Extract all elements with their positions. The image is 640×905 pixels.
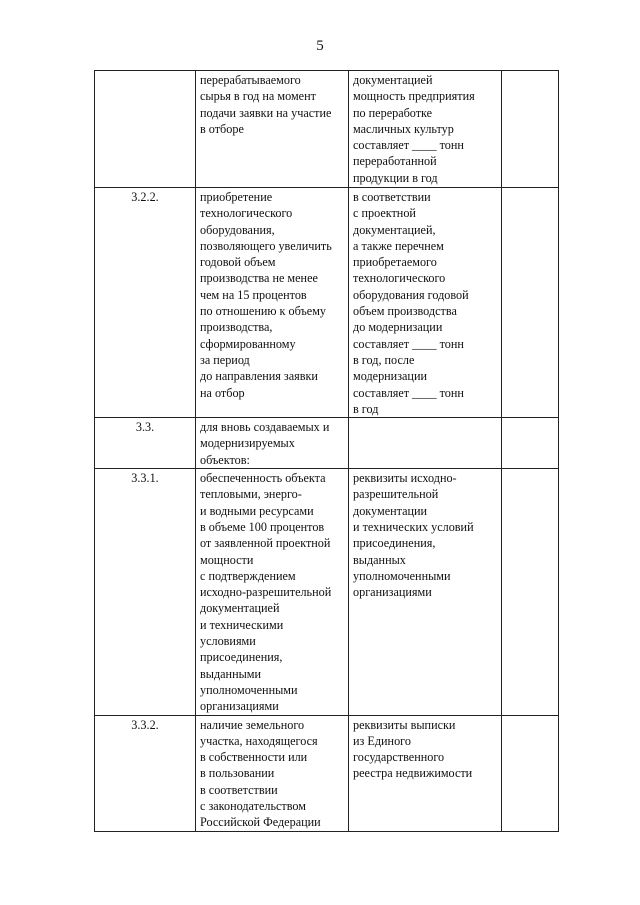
extra-cell: [502, 715, 559, 831]
criterion-line: сформированному: [200, 336, 296, 351]
criterion-line: и техническими: [200, 617, 284, 632]
document-line: мощность предприятия: [353, 89, 475, 104]
document-line: а также перечнем: [353, 238, 444, 253]
document-line: составляет ____ тонн: [353, 138, 464, 153]
row-number: 3.3.1.: [131, 471, 159, 486]
extra-cell: [502, 418, 559, 469]
document-cell: [349, 715, 502, 831]
criterion-line: условиями: [200, 634, 256, 649]
table-row: [95, 71, 559, 188]
document-line: до модернизации: [353, 320, 443, 335]
table-row: [95, 188, 559, 418]
document-cell: [349, 188, 502, 418]
document-line: технологического: [353, 271, 446, 286]
criterion-line: Российской Федерации: [200, 815, 321, 830]
row-number: 3.3.2.: [131, 717, 159, 732]
document-line: организациями: [353, 585, 432, 600]
criterion-line: наличие земельного: [200, 717, 305, 732]
document-line: из Единого: [353, 733, 411, 748]
document-cell: [349, 469, 502, 715]
criterion-line: сырья в год на момент: [200, 89, 316, 104]
criterion-line: и водными ресурсами: [200, 503, 314, 518]
document-cell: [349, 418, 502, 469]
criterion-line: обеспеченность объекта: [200, 471, 326, 486]
document-line: модернизации: [353, 369, 427, 384]
table-row: [95, 469, 559, 715]
criterion-line: в пользовании: [200, 766, 275, 781]
criterion-line: выданными: [200, 666, 262, 681]
criterion-cell: [196, 715, 349, 831]
criterion-line: в соответствии: [200, 782, 278, 797]
document-cell: [349, 71, 502, 188]
document-line: государственного: [353, 750, 445, 765]
criterion-cell: [196, 188, 349, 418]
criterion-line: до направления заявки: [200, 369, 318, 384]
criterion-line: приобретение: [200, 190, 273, 204]
criterion-line: на отбор: [200, 385, 245, 400]
criterion-cell: [196, 469, 349, 715]
criterion-line: технологического: [200, 206, 293, 221]
document-line: приобретаемого: [353, 255, 437, 270]
document-line: по переработке: [353, 105, 433, 120]
criterion-line: позволяющего увеличить: [200, 238, 332, 253]
row-number: 3.3.: [135, 420, 155, 435]
extra-cell: [502, 469, 559, 715]
criterion-line: модернизируемых: [200, 436, 295, 451]
criterion-line: участка, находящегося: [200, 733, 318, 748]
extra-cell: [502, 71, 559, 188]
criterion-line: перерабатываемого: [200, 73, 301, 87]
document-line: реестра недвижимости: [353, 766, 473, 781]
row-number-cell: [95, 469, 196, 715]
document-line: в год: [353, 401, 379, 416]
document-line: в год, после: [353, 352, 415, 367]
criterion-line: объектов:: [200, 452, 250, 467]
table-row: [95, 418, 559, 469]
document-line: присоединения,: [353, 536, 436, 551]
document-line: документацией,: [353, 222, 436, 237]
table-row: [95, 715, 559, 831]
criterion-line: в объеме 100 процентов: [200, 519, 325, 534]
document-line: выданных: [353, 552, 406, 567]
document-line: документацией: [353, 73, 433, 87]
document-line: разрешительной: [353, 487, 439, 502]
criterion-cell: [196, 71, 349, 188]
criteria-table: [94, 70, 559, 832]
row-number-cell: [95, 418, 196, 469]
criterion-line: годовой объем: [200, 255, 276, 270]
document-line: составляет ____ тонн: [353, 385, 464, 400]
criterion-line: производства,: [200, 320, 273, 335]
page-number: 5: [316, 38, 324, 54]
criterion-line: за период: [200, 352, 250, 367]
criterion-line: производства не менее: [200, 271, 318, 286]
criterion-line: чем на 15 процентов: [200, 287, 307, 302]
criterion-line: уполномоченными: [200, 682, 298, 697]
extra-cell: [502, 188, 559, 418]
criterion-line: с законодательством: [200, 798, 306, 813]
criterion-line: мощности: [200, 552, 254, 567]
criterion-line: с подтверждением: [200, 568, 296, 583]
row-number-cell: [95, 71, 196, 188]
document-line: уполномоченными: [353, 568, 451, 583]
document-line: объем производства: [353, 304, 457, 319]
criterion-line: оборудования,: [200, 222, 275, 237]
criterion-line: по отношению к объему: [200, 304, 327, 319]
document-line: и технических условий: [353, 519, 474, 534]
criterion-line: в отборе: [200, 121, 244, 136]
document-line: в соответствии: [353, 190, 431, 204]
row-number-cell: [95, 188, 196, 418]
criterion-line: исходно-разрешительной: [200, 585, 332, 600]
criterion-line: для вновь создаваемых и: [200, 420, 330, 435]
document-line: масличных культур: [353, 121, 454, 136]
document-line: переработанной: [353, 154, 437, 169]
document-line: реквизиты выписки: [353, 717, 456, 732]
criteria-table-body: [95, 71, 559, 832]
document-line: составляет ____ тонн: [353, 336, 464, 351]
document-line: оборудования годовой: [353, 287, 469, 302]
criterion-line: документацией: [200, 601, 280, 616]
criterion-cell: [196, 418, 349, 469]
criterion-line: присоединения,: [200, 650, 283, 665]
document-line: продукции в год: [353, 170, 438, 185]
document-line: документации: [353, 503, 428, 518]
row-number-cell: [95, 715, 196, 831]
criterion-line: от заявленной проектной: [200, 536, 331, 551]
criterion-line: подачи заявки на участие: [200, 105, 332, 120]
criterion-line: организациями: [200, 699, 279, 714]
document-line: с проектной: [353, 206, 416, 221]
criterion-line: в собственности или: [200, 750, 308, 765]
document-line: реквизиты исходно-: [353, 471, 457, 486]
criterion-line: тепловыми, энерго-: [200, 487, 302, 502]
row-number: 3.2.2.: [131, 190, 159, 204]
